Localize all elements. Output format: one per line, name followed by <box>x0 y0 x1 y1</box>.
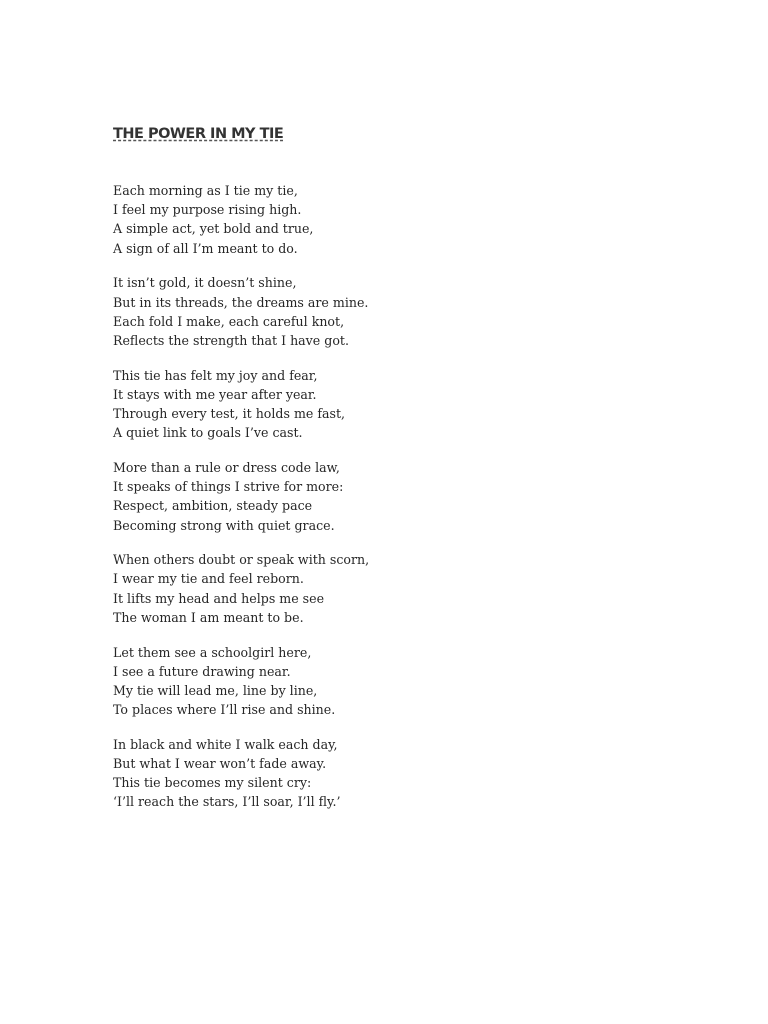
poem-line: I feel my purpose rising high. <box>113 202 302 218</box>
poem-line: It lifts my head and helps me see <box>113 590 325 606</box>
poem-line: But what I wear won’t fade away. <box>113 756 327 772</box>
stanza-2 <box>113 273 533 350</box>
poem-line: Let them see a schoolgirl here, <box>113 644 312 660</box>
poem-line: A sign of all I’m meant to do. <box>113 240 298 256</box>
poem-line: Becoming strong with quiet grace. <box>113 517 335 533</box>
poem-line: I wear my tie and feel reborn. <box>113 571 304 587</box>
stanza-1 <box>113 181 533 258</box>
poem-line: This tie has felt my joy and fear, <box>113 367 318 383</box>
stanza-7 <box>113 735 533 812</box>
poem-line: To places where I’ll rise and shine. <box>113 702 336 718</box>
poem-line: The woman I am meant to be. <box>113 609 304 625</box>
poem-line: Reflects the strength that I have got. <box>113 332 349 348</box>
stanza-3 <box>113 366 533 443</box>
poem-line: When others doubt or speak with scorn, <box>113 552 370 568</box>
poem-line: It isn’t gold, it doesn’t shine, <box>113 275 297 291</box>
poem-line: I see a future drawing near. <box>113 663 291 679</box>
stanza-4 <box>113 458 533 535</box>
poem-line: It stays with me year after year. <box>113 386 317 402</box>
poem-line: Each morning as I tie my tie, <box>113 183 298 198</box>
poem-line: ‘I’ll reach the stars, I’ll soar, I’ll fly.’ <box>113 794 341 810</box>
poem-line: Respect, ambition, steady pace <box>113 498 313 514</box>
poem-line: This tie becomes my silent cry: <box>113 775 312 791</box>
stanza-6 <box>113 643 533 720</box>
poem-title: THE POWER IN MY TIE <box>113 126 284 142</box>
poem-line: Through every test, it holds me fast, <box>113 406 346 422</box>
poem-line: My tie will lead me, line by line, <box>113 682 318 698</box>
poem-line: It speaks of things I strive for more: <box>113 479 344 495</box>
poem-line: A quiet link to goals I’ve cast. <box>113 425 303 441</box>
poem-line: Each fold I make, each careful knot, <box>113 313 345 329</box>
poem-line: More than a rule or dress code law, <box>113 459 340 475</box>
poem-line: In black and white I walk each day, <box>113 736 338 752</box>
stanza-5 <box>113 550 533 627</box>
poem-body <box>113 181 533 827</box>
poem-line: But in its threads, the dreams are mine. <box>113 294 369 310</box>
poem-line: A simple act, yet bold and true, <box>113 221 314 237</box>
